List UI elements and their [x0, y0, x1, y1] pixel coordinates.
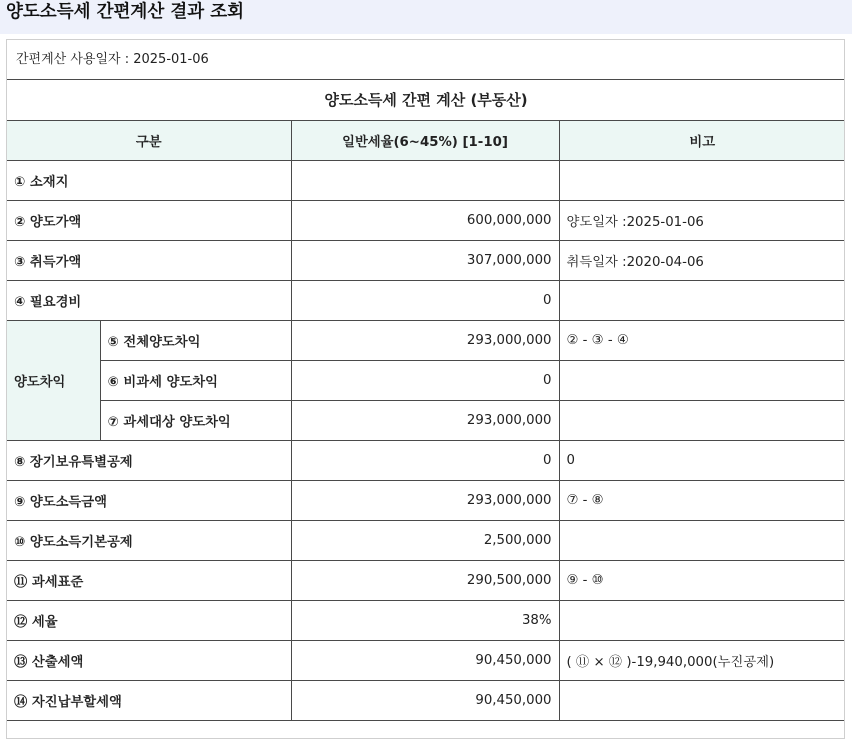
row-label: ④ 필요경비 [7, 280, 291, 320]
row-label: ⑤ 전체양도차익 [100, 320, 291, 360]
row-note [559, 280, 845, 320]
table-header-row [7, 120, 845, 160]
row-label: ⑭ 자진납부할세액 [7, 680, 291, 720]
table-row [7, 560, 845, 600]
row-value: 0 [291, 440, 559, 480]
row-value: 90,450,000 [291, 640, 559, 680]
table-row [7, 680, 845, 720]
usage-date-text: 간편계산 사용일자 : 2025-01-06 [7, 40, 844, 80]
calculation-table [7, 80, 845, 721]
row-note: 취득일자 :2020-04-06 [559, 240, 845, 280]
header-note: 비고 [559, 120, 845, 160]
table-row [7, 400, 845, 440]
table-row [7, 280, 845, 320]
row-note: ( ⑪ × ⑫ )-19,940,000(누진공제) [559, 640, 845, 680]
row-note: 0 [559, 440, 845, 480]
row-value: 2,500,000 [291, 520, 559, 560]
title-bar [0, 0, 852, 34]
row-note [559, 400, 845, 440]
row-label: ⑪ 과세표준 [7, 560, 291, 600]
row-value: 600,000,000 [291, 200, 559, 240]
row-label: ⑧ 장기보유특별공제 [7, 440, 291, 480]
row-value: 0 [291, 360, 559, 400]
row-value: 290,500,000 [291, 560, 559, 600]
row-note: 양도일자 :2025-01-06 [559, 200, 845, 240]
table-row [7, 640, 845, 680]
group-label-transfer-gain: 양도차익 [7, 320, 100, 440]
row-note [559, 360, 845, 400]
table-row [7, 520, 845, 560]
row-label: ⑥ 비과세 양도차익 [100, 360, 291, 400]
row-value: 90,450,000 [291, 680, 559, 720]
row-label: ⑬ 산출세액 [7, 640, 291, 680]
table-row [7, 160, 845, 200]
row-note [559, 520, 845, 560]
row-note [559, 160, 845, 200]
row-note [559, 680, 845, 720]
table-row [7, 320, 845, 360]
row-value: 307,000,000 [291, 240, 559, 280]
row-note: ⑨ - ⑩ [559, 560, 845, 600]
result-panel [6, 39, 845, 739]
row-label: ⑦ 과세대상 양도차익 [100, 400, 291, 440]
row-note: ⑦ - ⑧ [559, 480, 845, 520]
row-label: ⑫ 세율 [7, 600, 291, 640]
table-caption: 양도소득세 간편 계산 (부동산) [7, 80, 845, 120]
row-note [559, 600, 845, 640]
page-title: 양도소득세 간편계산 결과 조회 [6, 2, 245, 22]
row-value: 0 [291, 280, 559, 320]
row-value: 293,000,000 [291, 320, 559, 360]
row-label: ① 소재지 [7, 160, 291, 200]
table-row [7, 240, 845, 280]
row-label: ② 양도가액 [7, 200, 291, 240]
row-value: 293,000,000 [291, 400, 559, 440]
row-label: ③ 취득가액 [7, 240, 291, 280]
row-value: 293,000,000 [291, 480, 559, 520]
table-row [7, 440, 845, 480]
row-label: ⑩ 양도소득기본공제 [7, 520, 291, 560]
row-value [291, 160, 559, 200]
table-row [7, 360, 845, 400]
row-note: ② - ③ - ④ [559, 320, 845, 360]
table-caption-row [7, 80, 845, 120]
header-category: 구분 [7, 120, 291, 160]
row-label: ⑨ 양도소득금액 [7, 480, 291, 520]
table-row [7, 480, 845, 520]
table-row [7, 200, 845, 240]
table-row [7, 600, 845, 640]
header-rate: 일반세율(6~45%) [1-10] [291, 120, 559, 160]
row-value: 38% [291, 600, 559, 640]
